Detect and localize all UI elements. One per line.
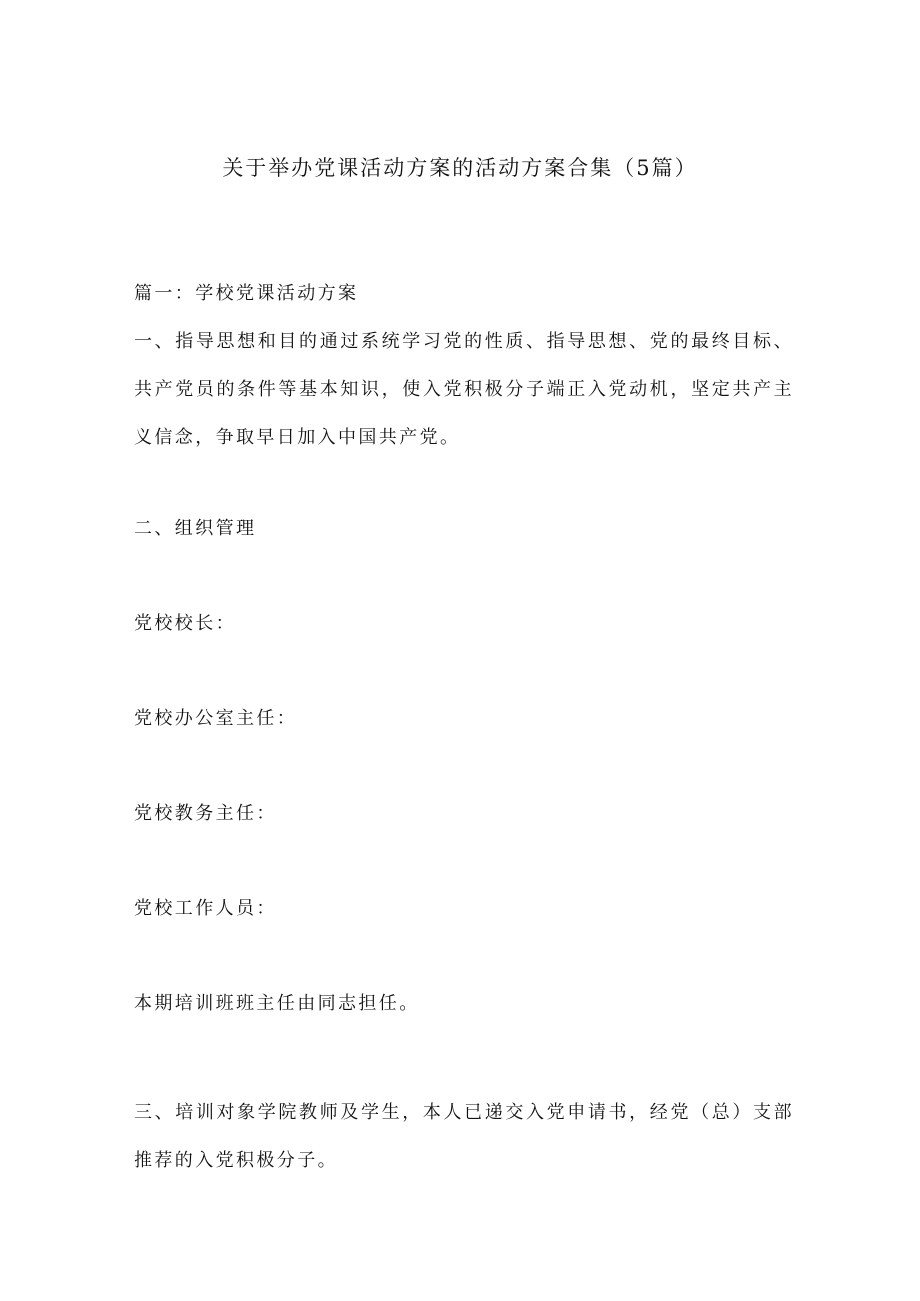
role-office-director: 党校办公室主任： [134,708,298,729]
role-staff: 党校工作人员： [134,898,277,919]
role-principal: 党校校长： [134,613,236,634]
paragraph-guiding-principles: 一、指导思想和目的通过系统学习党的性质、指导思想、党的最终目标、共产党员的条件等基本知识，使入党积极分子端正入党动机，坚定共产主义信念，争取早日加入中国共产党。 [134,331,794,448]
heading-organization: 二、组织管理 [134,518,257,539]
section-heading: 篇一：学校党课活动方案 [134,283,359,304]
class-director-line: 本期培训班班主任由同志担任。 [134,993,420,1014]
role-academic-director: 党校教务主任： [134,803,277,824]
document-title: 关于举办党课活动方案的活动方案合集（5篇） [222,156,698,180]
paragraph-training-targets: 三、培训对象学院教师及学生，本人已递交入党申请书，经党（总）支部推荐的入党积极分子。 [134,1102,794,1171]
